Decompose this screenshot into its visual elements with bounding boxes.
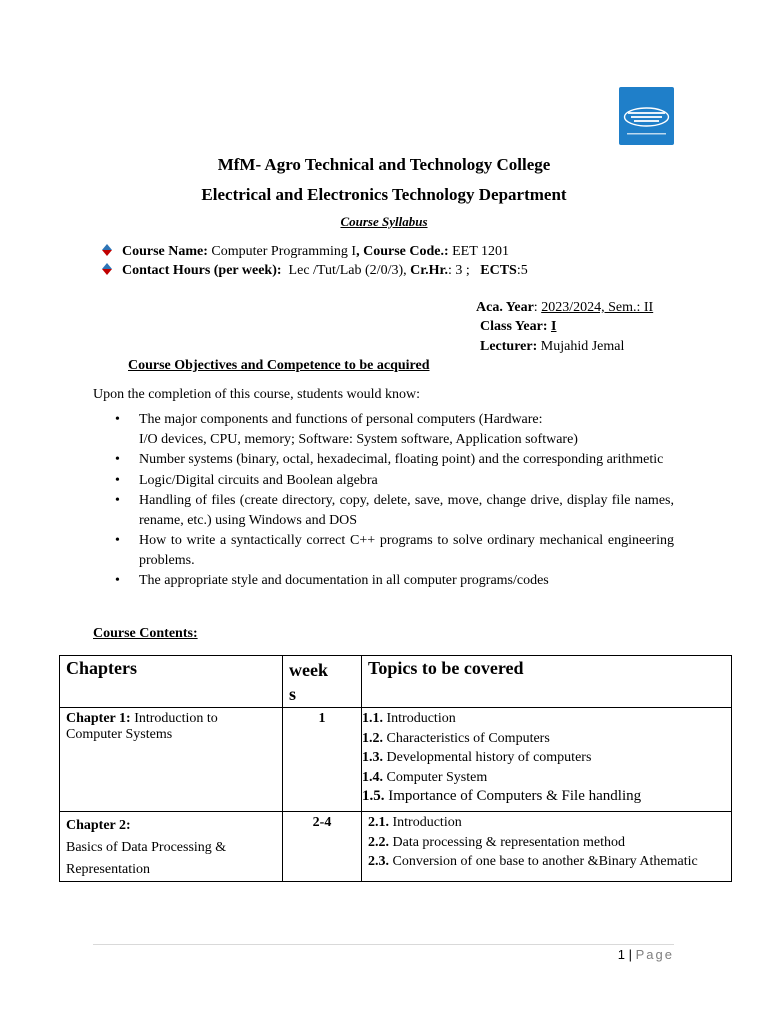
footer-divider <box>93 944 674 945</box>
lecturer-label: Lecturer: <box>480 339 538 354</box>
lecturer-value: Mujahid Jemal <box>540 339 625 354</box>
topic-item: 1.1. Introduction <box>362 711 456 726</box>
topic-item: 1.4. Computer System <box>362 769 488 785</box>
contact-hours-line <box>100 262 528 279</box>
class-year-label: Class Year: <box>480 319 548 334</box>
credit-hours-value: : 3 ; <box>447 263 470 278</box>
college-name: MfM- Agro Technical and Technology College <box>217 155 551 174</box>
academic-year-label: Aca. Year <box>476 300 534 315</box>
topics-cell <box>362 812 732 882</box>
contact-hours-label: Contact Hours (per week): <box>122 263 282 278</box>
list-item: • Handling of files (create directory, copy, delete, save, move, change drive, display file names, rename, etc.) using Windows and DOS <box>93 491 674 530</box>
objectives-heading: Course Objectives and Competence to be acquired <box>128 358 430 373</box>
contact-hours-value: Lec /Tut/Lab (2/0/3), <box>288 263 407 278</box>
page-label: Page <box>635 947 674 962</box>
topic-item: 1.2. Characteristics of Computers <box>362 730 550 746</box>
list-item: • The appropriate style and documentation in all computer programs/codes <box>93 571 674 591</box>
topic-item: 2.3. Conversion of one base to another &Binary Athematic <box>368 854 698 869</box>
column-header-topics: Topics to be covered <box>362 656 732 708</box>
class-year-value: I <box>551 319 557 334</box>
topic-item: 1.3. Developmental history of computers <box>362 750 592 765</box>
college-logo <box>619 87 674 145</box>
footer-separator: | <box>628 947 632 962</box>
credit-hours-label: Cr.Hr. <box>410 263 448 278</box>
academic-year: Aca. Year: 2023/2024, Sem.: II <box>476 300 654 315</box>
page-footer <box>618 947 674 962</box>
document-type: Course Syllabus <box>340 214 428 229</box>
list-item: • How to write a syntactically correct C++ programs to solve ordinary mechanical engineering problems. <box>93 531 674 570</box>
objectives-list <box>93 410 674 592</box>
lecturer <box>480 339 624 355</box>
course-code-label: , Course Code.: <box>356 244 449 259</box>
objectives-intro: Upon the completion of this course, students would know: <box>93 387 421 402</box>
arrow-bullet-icon <box>100 262 122 279</box>
table-header-row <box>60 656 732 708</box>
academic-year-value: 2023/2024, Sem.: II <box>541 300 654 315</box>
course-name-label: Course Name: <box>122 244 208 259</box>
page-number: 1 <box>617 947 625 962</box>
topic-item: 2.1. Introduction <box>368 815 462 830</box>
college-logo-icon <box>619 87 674 145</box>
class-year <box>480 319 556 335</box>
topics-cell <box>362 708 732 812</box>
chapter-cell: Chapter 1: Introduction to Computer Systems <box>60 708 283 812</box>
topic-item: 1.5. Importance of Computers & File handling <box>362 788 642 804</box>
table-row <box>60 812 732 882</box>
column-header-weeks: week s <box>283 656 362 708</box>
weeks-cell: 1 <box>283 708 362 812</box>
course-name-value: Computer Programming I <box>211 244 357 259</box>
list-item: • Logic/Digital circuits and Boolean algebra <box>93 471 674 491</box>
column-header-chapters: Chapters <box>60 656 283 708</box>
course-contents-heading: Course Contents: <box>93 626 198 641</box>
department-name: Electrical and Electronics Technology Department <box>201 185 567 204</box>
arrow-bullet-icon <box>100 243 122 260</box>
course-code-value: EET 1201 <box>452 244 510 259</box>
course-name-line <box>100 243 509 260</box>
ects-value: :5 <box>516 263 528 278</box>
chapter-cell: Chapter 2: Basics of Data Processing & Representation <box>60 812 283 882</box>
list-item: • Number systems (binary, octal, hexadecimal, floating point) and the corresponding arithmetic <box>93 450 674 470</box>
course-contents-table <box>59 655 732 882</box>
ects-label: ECTS <box>480 263 517 278</box>
table-row <box>60 708 732 812</box>
weeks-cell: 2-4 <box>283 812 362 882</box>
topic-item: 2.2. Data processing & representation method <box>368 834 625 850</box>
list-item: • The major components and functions of personal computers (Hardware: I/O devices, CPU, memory; Software: System software, Application software) <box>93 410 674 449</box>
